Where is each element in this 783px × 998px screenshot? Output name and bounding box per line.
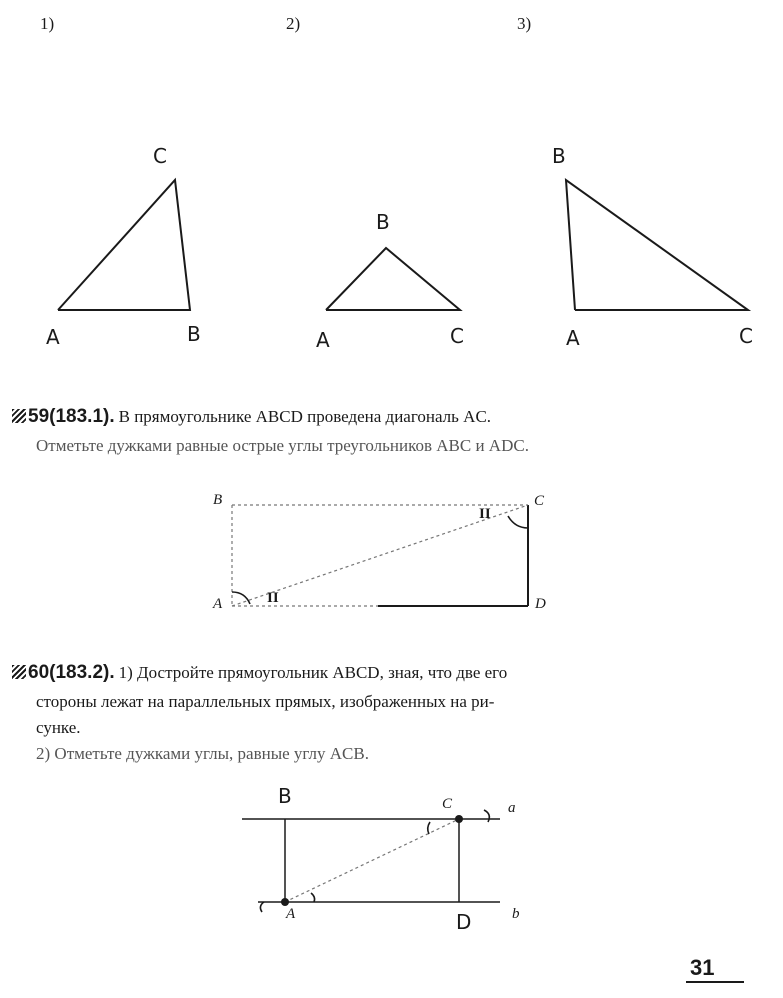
mark59-at-a: II	[267, 590, 279, 606]
arc60-at-c	[428, 822, 430, 834]
t1-label-c: C	[153, 144, 167, 168]
triangle-2	[326, 248, 460, 310]
item-number-1: 1)	[40, 14, 55, 33]
arc60-at-c-outer	[484, 810, 489, 822]
triangle-1	[58, 180, 190, 310]
task60-number: 60(183.2).	[28, 662, 115, 683]
item-number-2: 2)	[286, 14, 301, 33]
task60-line2: стороны лежат на параллельных прямых, изображенных на ри-	[36, 692, 495, 711]
t1-label-b: B	[187, 322, 201, 346]
t2-label-c: C	[450, 324, 464, 348]
task60-line1: 1) Достройте прямоугольник ABCD, зная, что две его	[118, 663, 508, 682]
item-number-3: 3)	[517, 14, 532, 33]
t3-label-a: A	[566, 326, 580, 350]
rect60-label-b: B	[278, 784, 292, 808]
task60-header	[12, 662, 507, 684]
task59-header	[12, 406, 491, 428]
rect59-label-b: B	[213, 492, 223, 508]
task59-number: 59(183.1).	[28, 406, 115, 427]
book-icon	[12, 665, 26, 679]
point-a	[281, 898, 289, 906]
task60-line4: 2) Отметьте дужками углы, равные углу ACB.	[36, 744, 369, 763]
triangle-3	[566, 180, 748, 310]
mark59-at-c: II	[479, 506, 491, 522]
t3-label-c: C	[739, 324, 753, 348]
rect59-label-d: D	[535, 596, 546, 612]
rect60-label-c: C	[442, 796, 453, 812]
arc60-at-a-outer	[260, 902, 264, 912]
rect59-label-a: A	[213, 596, 223, 612]
t2-label-a: A	[316, 328, 330, 352]
arc59-at-a	[232, 592, 250, 604]
task60-line3: сунке.	[36, 718, 81, 737]
label-line-b: b	[512, 906, 520, 922]
arc59-at-c	[508, 516, 528, 528]
rect60-label-d: D	[456, 910, 472, 934]
book-icon	[12, 409, 26, 423]
t3-label-b: B	[552, 144, 566, 168]
arc60-at-a	[311, 893, 315, 902]
point-c	[455, 815, 463, 823]
rect59-label-c: C	[534, 493, 545, 509]
label-line-a: a	[508, 800, 516, 816]
rect60-diagonal	[285, 819, 459, 902]
rect60-label-a: A	[286, 906, 296, 922]
page-number: 31	[686, 955, 744, 983]
task59-line1: В прямоугольнике ABCD проведена диагональ AC.	[118, 407, 492, 426]
t2-label-b: B	[376, 210, 390, 234]
task59-line2: Отметьте дужками равные острые углы треугольников ABC и ADC.	[36, 436, 529, 455]
t1-label-a: A	[46, 325, 60, 349]
